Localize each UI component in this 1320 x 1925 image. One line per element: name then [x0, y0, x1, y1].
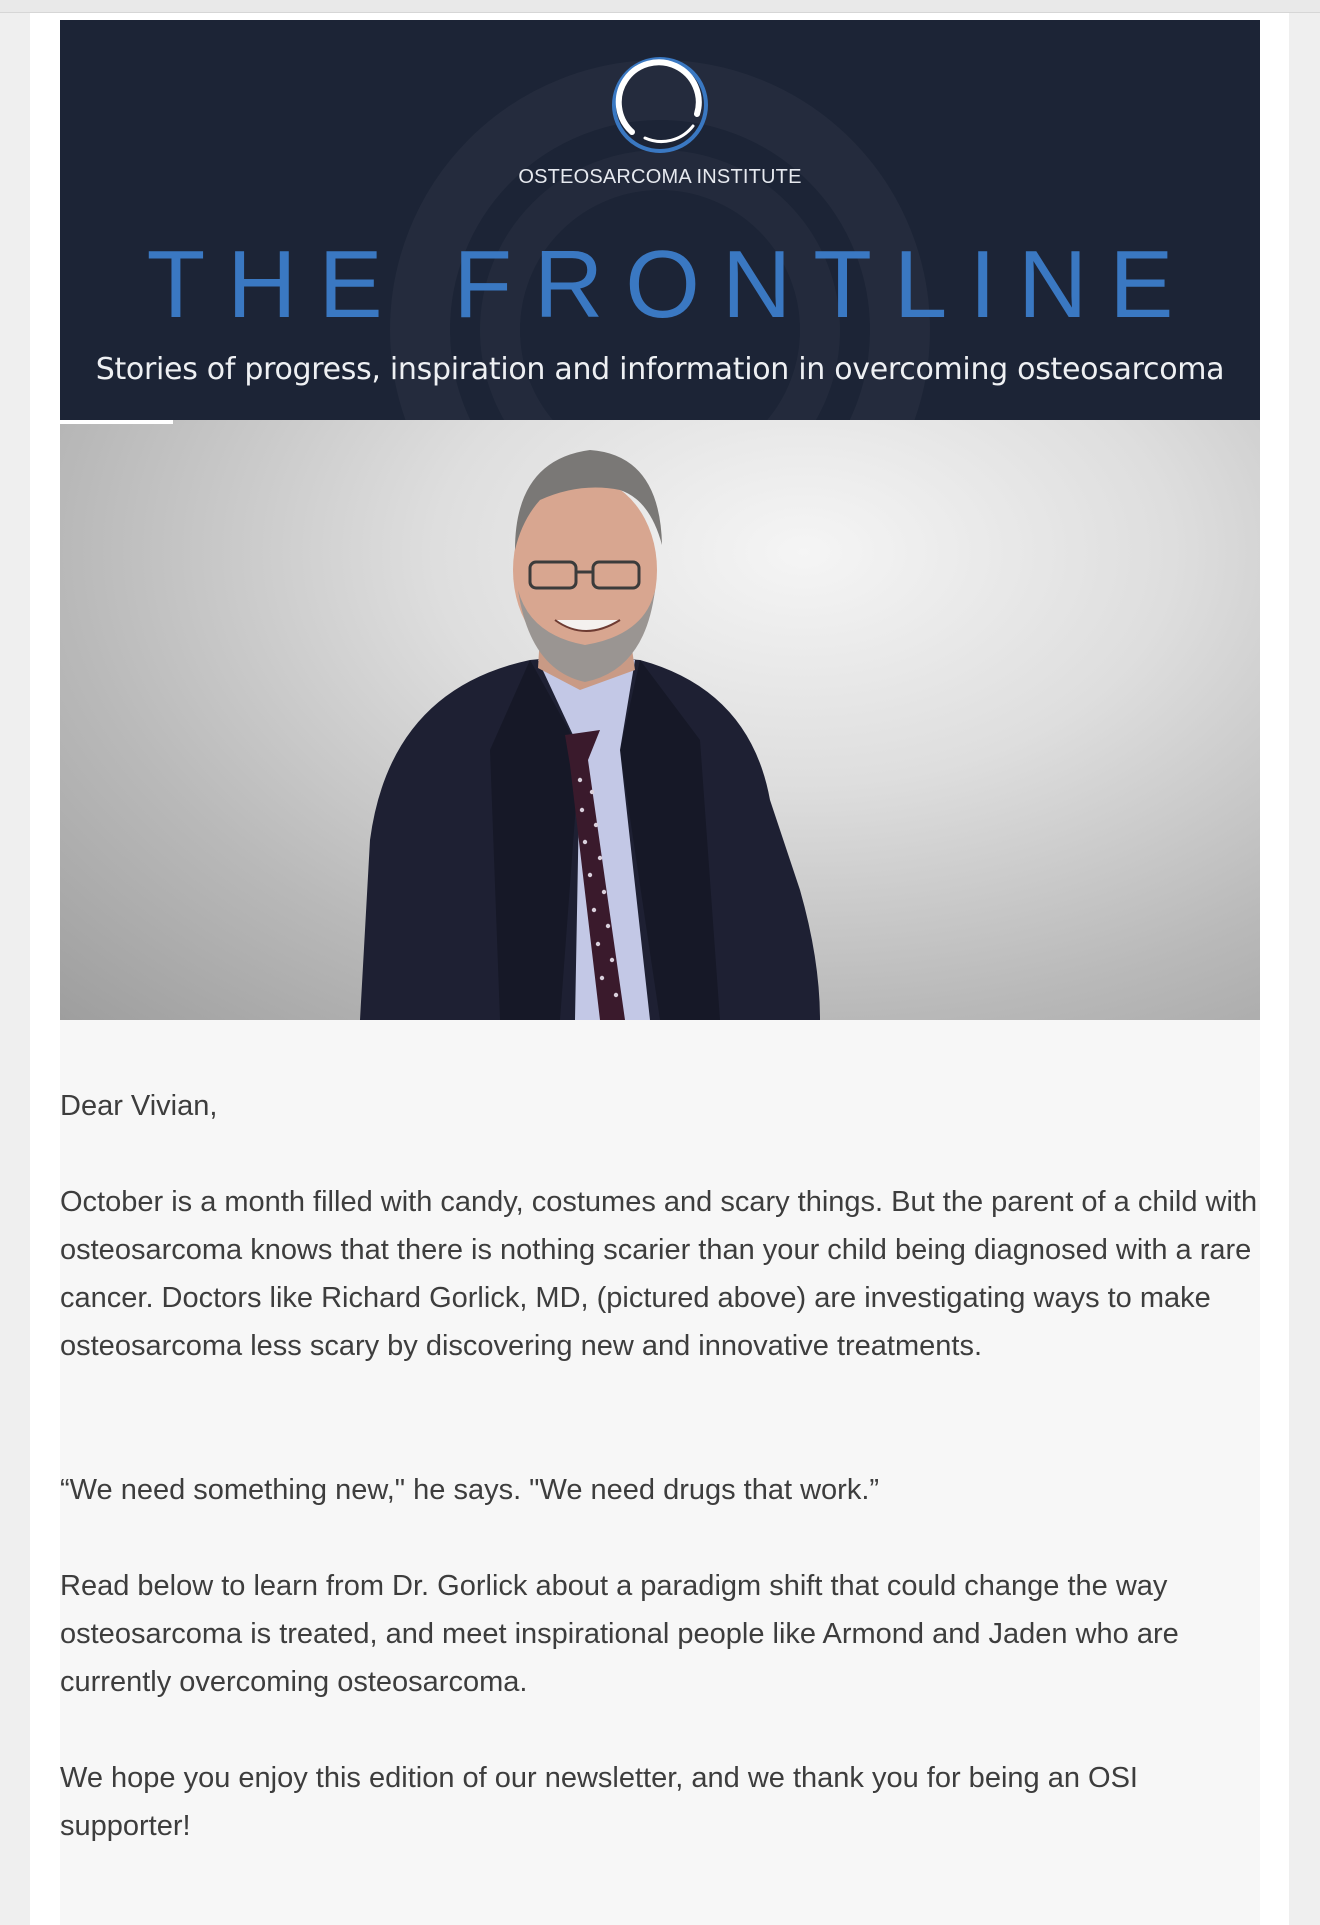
body-paragraph-read-below: Read below to learn from Dr. Gorlick about a paradigm shift that could change the way osteosarcoma is treated, and meet inspirational people like Armond and Jaden who are currently overcoming osteosarcoma. — [60, 1570, 1179, 1698]
osi-logo-icon — [605, 52, 715, 162]
body-paragraph-intro: October is a month filled with candy, costumes and scary things. But the parent of a child with osteosarcoma knows that there is nothing scarier than your child being diagnosed with a rare cancer. Doctors like Richard Gorlick, MD, (pictured above) are investigating ways to make osteosarcoma less scary by discovering new and innovative treatments. — [60, 1186, 1258, 1362]
newsletter-tagline: Stories of progress, inspiration and information in overcoming osteosarcoma — [95, 352, 1225, 387]
body-paragraph-closing: We hope you enjoy this edition of our newsletter, and we thank you for being an OSI supporter! — [60, 1762, 1138, 1842]
newsletter-banner — [60, 20, 1260, 420]
window-top-bar — [0, 0, 1320, 13]
greeting: Dear Vivian, — [60, 1090, 218, 1122]
portrait-illustration — [60, 420, 1260, 1020]
newsletter-body — [60, 1020, 1260, 1925]
image-load-bar — [60, 420, 173, 424]
hero-photo[interactable] — [60, 420, 1260, 1020]
org-name: OSTEOSARCOMA INSTITUTE — [518, 166, 802, 188]
newsletter-title: THE FRONTLINE — [146, 231, 1196, 338]
quote-paragraph: “We need something new," he says. "We need drugs that work.” — [60, 1474, 880, 1506]
